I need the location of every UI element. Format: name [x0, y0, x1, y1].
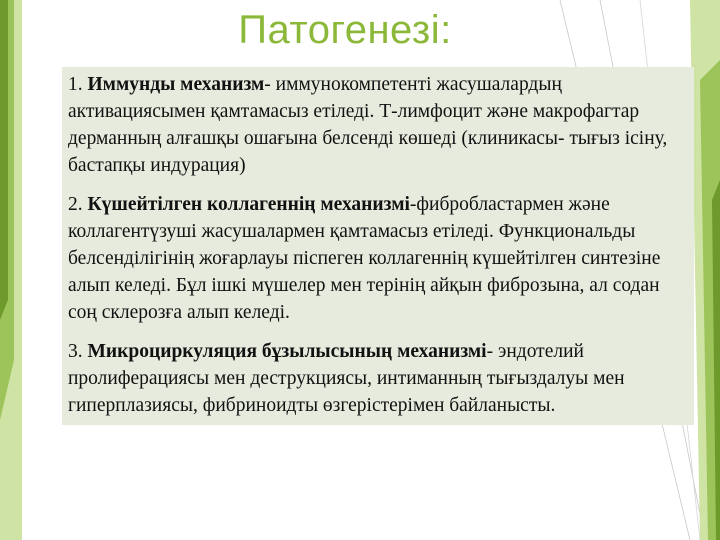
item-number: 1.	[68, 74, 88, 95]
list-item	[62, 187, 694, 332]
item-text: - иммунокомпетенті жасушалардың активациясымен қамтамасыз етіледі. Т-лимфоцит және макрофагтар дерманның алғашқы ошағына белсенді көшеді (клиникасы- тығыз ісіну, бастапқы индурация)	[68, 74, 668, 176]
list-item	[62, 67, 694, 185]
item-heading: Күшейтілген коллагеннің механизмі	[87, 194, 410, 215]
list-item	[62, 334, 694, 425]
item-number: 3.	[68, 341, 88, 362]
item-text: - эндотелий пролиферациясы мен деструкциясы, интиманның тығыздалуы мен гиперплазиясы, фибриноидты өзгерістерімен байланысты.	[68, 341, 625, 416]
content-panel	[62, 67, 694, 425]
item-number: 2.	[68, 194, 88, 215]
item-heading: Иммунды механизм	[87, 74, 265, 95]
item-heading: Микроциркуляция бұзылысының механизмі	[87, 341, 487, 362]
slide-title: Патогенезі:	[238, 8, 452, 52]
item-text: -фибробластармен және коллагентүзуші жасушалармен қамтамасыз етіледі. Функциональды белсенділігінің жоғарлауы піспеген коллагеннің күшейтілген синтезіне алып келеді. Бұл ішкі мүшелер мен терінің айқын фиброзына, ал содан соң склерозға алып келеді.	[68, 194, 661, 323]
